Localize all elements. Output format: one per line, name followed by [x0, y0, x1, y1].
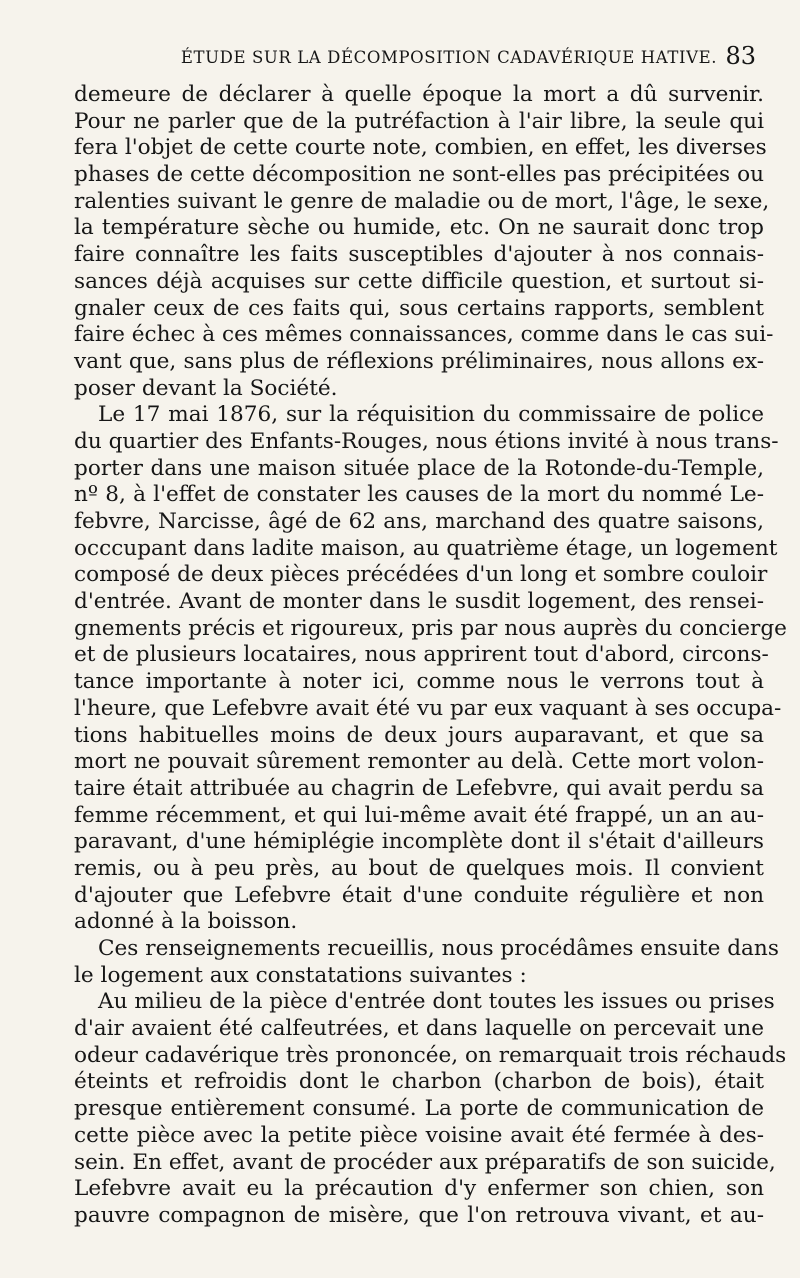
text-line: éteints et refroidis dont le charbon (charbon de bois), était [74, 1069, 764, 1095]
text-line: fera l'objet de cette courte note, combien, en effet, les diverses [74, 135, 767, 161]
text-line: remis, ou à peu près, au bout de quelques mois. Il convient [74, 855, 764, 881]
running-head [74, 42, 764, 82]
text-line: demeure de déclarer à quelle époque la mort a dû survenir. [74, 82, 764, 107]
text-line: d'air avaient été calfeutrées, et dans laquelle on percevait une [74, 1016, 764, 1042]
text-line: adonné à la boisson. [74, 909, 298, 935]
text-line: Lefebvre avait eu la précaution d'y enfermer son chien, son [74, 1176, 764, 1202]
text-line: occcupant dans ladite maison, au quatrième étage, un logement [74, 535, 778, 561]
text-line: paravant, d'une hémiplégie incomplète dont il s'était d'ailleurs [74, 829, 764, 855]
text-line: gnaler ceux de ces faits qui, sous certains rapports, semblent [74, 295, 764, 321]
text-line: taire était attribuée au chagrin de Lefebvre, qui avait perdu sa [74, 775, 764, 801]
text-line: d'entrée. Avant de monter dans le susdit logement, des rensei- [74, 589, 764, 615]
text-line: ralenties suivant le genre de maladie ou de mort, l'âge, le sexe, [74, 188, 770, 214]
text-line: poser devant la Société. [74, 375, 338, 401]
text-line: phases de cette décomposition ne sont-elles pas précipitées ou [74, 162, 764, 188]
text-line: gnements précis et rigoureux, pris par nous auprès du concierge [74, 615, 787, 641]
text-line: Au milieu de la pièce d'entrée dont toutes les issues ou prises [98, 989, 775, 1015]
text-line: sances déjà acquises sur cette difficile question, et surtout si- [74, 268, 764, 294]
text-line: et de plusieurs locataires, nous apprirent tout d'abord, circons- [74, 642, 769, 668]
text-line: composé de deux pièces précédées d'un long et sombre couloir [74, 562, 768, 588]
text-line: faire connaître les faits susceptibles d'ajouter à nos connais- [74, 242, 764, 268]
text-line: Ces renseignements recueillis, nous procédâmes ensuite dans [98, 936, 779, 961]
text-line: l'heure, que Lefebvre avait été vu par eux vaquant à ses occupa- [74, 695, 782, 721]
text-line: nº 8, à l'effet de constater les causes de la mort du nommé Le- [74, 482, 764, 508]
text-line: pauvre compagnon de misère, que l'on retrouva vivant, et au- [74, 1202, 764, 1228]
text-line: presque entièrement consumé. La porte de communication de [74, 1096, 764, 1122]
text-line: tions habituelles moins de deux jours auparavant, et que sa [74, 722, 764, 748]
text-line: sein. En effet, avant de procéder aux préparatifs de son suicide, [74, 1149, 776, 1175]
text-line: Pour ne parler que de la putréfaction à l'air libre, la seule qui [74, 108, 764, 134]
text-line: tance importante à noter ici, comme nous le verrons tout à [74, 669, 764, 695]
text-line: du quartier des Enfants-Rouges, nous étions invité à nous trans- [74, 428, 779, 454]
text-line: la température sèche ou humide, etc. On ne saurait donc trop [74, 215, 764, 241]
text-line: le logement aux constatations suivantes : [74, 962, 527, 988]
running-title: ÉTUDE SUR LA DÉCOMPOSITION CADAVÉRIQUE HATIVE. [180, 48, 718, 67]
text-line: febvre, Narcisse, âgé de 62 ans, marchand des quatre saisons, [74, 509, 764, 534]
page-number: 83 [725, 42, 756, 70]
text-line: faire échec à ces mêmes connaissances, comme dans le cas sui- [74, 322, 774, 348]
text-line: mort ne pouvait sûrement remonter au delà. Cette mort volon- [74, 749, 764, 775]
text-line: Le 17 mai 1876, sur la réquisition du commissaire de police [98, 402, 764, 428]
text-line: odeur cadavérique très prononcée, on remarquait trois réchauds [74, 1042, 787, 1068]
text-line: d'ajouter que Lefebvre était d'une conduite régulière et non [74, 882, 764, 908]
text-line: femme récemment, et qui lui-même avait été frappé, un an au- [74, 802, 764, 828]
text-line: vant que, sans plus de réflexions préliminaires, nous allons ex- [74, 348, 764, 374]
text-line: porter dans une maison située place de la Rotonde-du-Temple, [74, 455, 764, 481]
text-line: cette pièce avec la petite pièce voisine avait été fermée à des- [74, 1122, 764, 1148]
body-text [74, 82, 787, 1230]
